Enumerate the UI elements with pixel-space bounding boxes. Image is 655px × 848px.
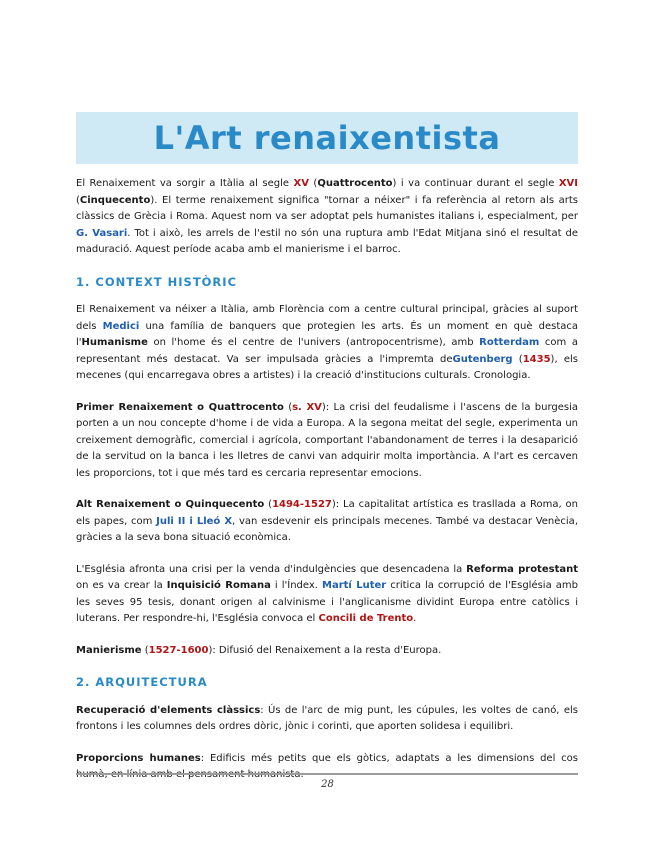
- section-heading-arquitectura: 2. ARQUITECTURA: [76, 675, 208, 689]
- manierisme-paragraph: [76, 643, 578, 660]
- text-run: : Ús de l'arc de mig punt, les cúpules, les voltes de canó, els frontons i les columnes dels ordres dòric, jònic i corinti, que aporten solidesa i equilibri.: [76, 704, 578, 732]
- classical-elements-paragraph: [76, 703, 578, 736]
- years-label: 1494-1527: [272, 499, 332, 510]
- century-xv: XV: [293, 178, 309, 189]
- text-run: ): La capitalitat artística es trasllada a Roma, on els papes, com: [76, 499, 578, 527]
- term-trento: Concili de Trento: [318, 613, 414, 624]
- text-run: . Tot i això, les arrels de l'estil no són una ruptura amb l'Edat Mitjana sinó el resultat de maduració. Aquest període acaba amb el manierisme i el barroc.: [76, 227, 578, 255]
- term-quattrocento: Quattrocento: [317, 178, 393, 189]
- term-proporcions: Proporcions humanes: [76, 752, 201, 764]
- text-run: ) i va continuar durant el segle: [392, 178, 559, 189]
- cinquecento-paragraph: [76, 497, 578, 547]
- name-vasari: G. Vasari: [76, 227, 128, 239]
- text-run: (: [512, 353, 523, 365]
- term-humanisme: Humanisme: [81, 337, 148, 348]
- name-medici: Medici: [102, 320, 140, 332]
- text-run: : Edificis més petits que els gòtics, adaptats a les dimensions del cos: [200, 752, 578, 764]
- text-run: on es va crear la: [76, 580, 167, 591]
- text-run: El Renaixement va sorgir a Itàlia al segle: [76, 178, 294, 189]
- quattrocento-paragraph: [76, 400, 578, 483]
- section-heading-context: 1. CONTEXT HISTÒRIC: [76, 274, 238, 289]
- text-run: (: [264, 499, 273, 510]
- text-run: .: [413, 613, 417, 624]
- text-run: com a representant més destacat. Va ser impulsada gràcies a l'impremta de: [76, 337, 579, 365]
- text-run: critica la corrupció de l'Església amb les seves 95 tesis, donant origen al calvinisme i l'anglicanisme dividint Europa entre catòlics i luterans. Per respondre-hi, l'Església convoca el: [76, 580, 578, 624]
- text-run: una família de banquers que protegien les arts. És un moment en què destaca l': [76, 320, 578, 348]
- text-run: ). El terme renaixement significa "tornar a néixer" i fa referència al retorn als arts clàssics de Grècia i Roma. Aquest nom va ser adoptat pels humanistes italians i, especialment, per: [76, 194, 578, 222]
- name-rotterdam: Rotterdam: [479, 337, 540, 348]
- name-popes: Juli II i Lleó X: [156, 515, 233, 527]
- term-cinquecento: Cinquecento: [79, 194, 151, 206]
- title-band: [76, 112, 578, 164]
- context-paragraph: [76, 302, 578, 385]
- term-inquisicio: Inquisició Romana: [166, 580, 271, 591]
- text-run: L'Església afronta una crisi per la venda d'indulgències que desencadena la: [76, 563, 467, 575]
- years-label: 1527-1600: [148, 644, 209, 656]
- document-body: [76, 176, 578, 799]
- text-run: , van esdevenir els principals mecenes. També va destacar Venècia, gràcies a la seva bona situació econòmica.: [76, 515, 578, 543]
- text-run: ): La crisi del feudalisme i l'ascens de la burgesia porten a un nou concepte d'home i de vida a Europa. A la segona meitat del segle, experimenta un creixement demogràfic, comercial i agrícola, comportant l'abandonament de terres i la desaparició de la servitud on la banca i les lletres de canvi van adquirir molta importància. A l'art es cercaven les proporcions, tot i que més tard es cercaria representar emocions.: [76, 401, 578, 479]
- century-label: s. XV: [292, 401, 322, 413]
- century-xvi: XVI: [558, 178, 578, 189]
- text-run: on l'home és el centre de l'univers (antropocentrisme), amb: [147, 337, 480, 348]
- term-reforma: Reforma protestant: [466, 563, 579, 575]
- name-gutenberg: Gutenberg: [452, 353, 513, 365]
- text-run: (: [308, 178, 318, 189]
- text-run: El Renaixement va néixer a Itàlia, amb Florència com a centre cultural principal, gràcies al suport dels: [76, 304, 578, 332]
- footer-divider: [76, 773, 578, 775]
- text-run: ), els mecenes (qui encarregava obres a artistes) i la creació d'institucions culturals. Cronologia.: [76, 353, 578, 381]
- name-luter: Martí Luter: [322, 580, 387, 591]
- page-number: 28: [321, 779, 334, 790]
- year-1435: 1435: [522, 353, 551, 365]
- text-run: (: [283, 401, 293, 413]
- intro-paragraph: [76, 176, 578, 259]
- term-primer-renaixement: Primer Renaixement o Quattrocento: [76, 401, 284, 413]
- text-run: i l'Índex.: [270, 580, 323, 591]
- term-elements-classics: Recuperació d'elements clàssics: [76, 704, 261, 716]
- term-manierisme: Manierisme: [76, 644, 142, 656]
- term-alt-renaixement: Alt Renaixement o Quinquecento: [76, 499, 265, 510]
- text-run: ): Difusió del Renaixement a la resta d'Europa.: [208, 644, 442, 656]
- text-run: (: [76, 194, 80, 206]
- text-run: (: [141, 644, 149, 656]
- reforma-paragraph: [76, 562, 578, 628]
- page-title: L'Art renaixentista: [153, 119, 501, 157]
